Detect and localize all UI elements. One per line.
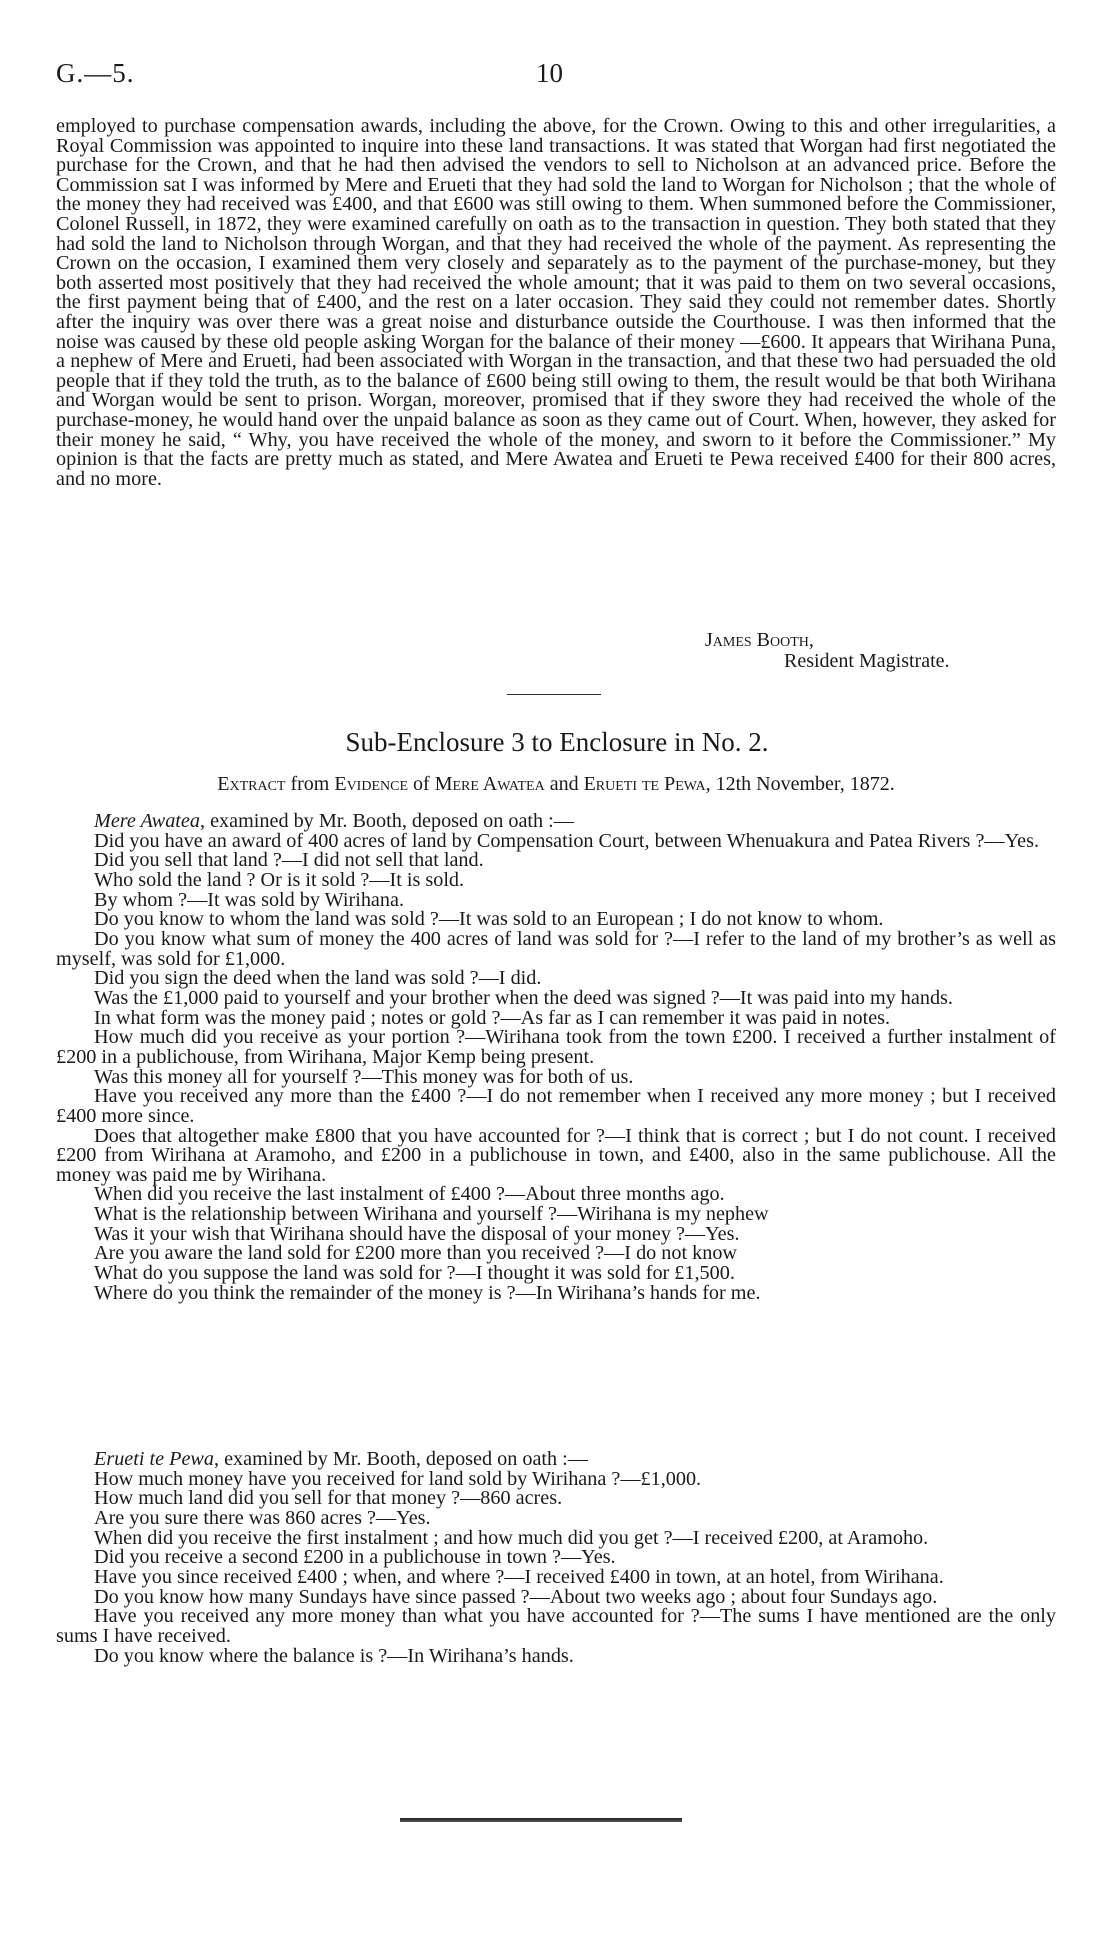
letter-paragraph — [56, 117, 1056, 489]
qa-line: Did you receive a second £200 in a publichouse in town ?—Yes. — [94, 1546, 616, 1569]
qa-line: What do you suppose the land was sold for ?—I thought it was sold for £1,500. — [94, 1262, 735, 1285]
qa-line: When did you receive the first instalment ; and how much did you get ?—I received £200, at Aramoho. — [94, 1526, 929, 1549]
extract-heading — [56, 773, 1056, 796]
page-number: 10 — [536, 58, 563, 88]
qa-line: How much land did you sell for that money ?—860 acres. — [94, 1487, 563, 1510]
qa-line: By whom ?—It was sold by Wirihana. — [94, 888, 404, 911]
qa-line: Did you have an award of 400 acres of land by Compensation Court, between Whenuakura and Patea Rivers ?—Yes. — [94, 829, 1040, 852]
page-header — [56, 58, 1056, 98]
signature-name: James Booth, — [705, 629, 814, 651]
qa-line: Do you know what sum of money the 400 acres of land was sold for ?—I refer to the land of my brother’s as well as myself, was sold for £1,000. — [56, 927, 1056, 970]
extract-witness-1: Mere Awatea — [434, 773, 545, 795]
extract-word: Extract — [217, 773, 286, 795]
qa-line: Was this money all for yourself ?—This money was for both of us. — [94, 1065, 634, 1088]
section-heading: Sub-Enclosure 3 to Enclosure in No. 2. — [345, 727, 769, 757]
extract-from: from — [290, 773, 330, 795]
qa-line: In what form was the money paid ; notes or gold ?—As far as I can remember it was paid in notes. — [94, 1006, 891, 1029]
erueti-evidence — [56, 1450, 1056, 1666]
qa-line: Was the £1,000 paid to yourself and your brother when the deed was signed ?—It was paid into my hands. — [94, 986, 953, 1009]
document-reference: G.—5. — [56, 58, 135, 88]
qa-line: Where do you think the remainder of the money is ?—In Wirihana’s hands for me. — [94, 1281, 761, 1304]
mere-evidence — [56, 812, 1056, 1303]
witness-intro — [56, 812, 1056, 832]
qa-line: How much did you receive as your portion ?—Wirihana took from the town £200. I received a further instalment of £200 in a publichouse, from Wirihana, Major Kemp being present. — [56, 1026, 1056, 1068]
qa-line: Do you know how many Sundays have since passed ?—About two weeks ago ; about four Sundays ago. — [94, 1585, 938, 1608]
witness-name: Mere Awatea — [94, 810, 200, 832]
extract-witness-2: Erueti te Pewa — [583, 773, 706, 795]
qa-line: Did you sign the deed when the land was sold ?—I did. — [94, 967, 542, 990]
qa-line: Do you know to whom the land was sold ?—It was sold to an European ; I do not know to whom. — [94, 908, 884, 931]
end-rule — [400, 1818, 682, 1822]
extract-date: , 12th November, 1872. — [705, 773, 895, 795]
qa-line: How much money have you received for land sold by Wirihana ?—£1,000. — [94, 1467, 702, 1490]
qa-list — [56, 829, 1056, 1304]
qa-list — [56, 1467, 1056, 1667]
section-divider — [507, 694, 601, 695]
qa-line: Are you sure there was 860 acres ?—Yes. — [94, 1506, 431, 1529]
letter-text: employed to purchase compensation awards, including the above, for the Crown. Owing to this and other irregularities, a Royal Commission was appointed to inquire into these land transactions. It was stated that Worgan had first negotiated the purchase for the Crown, and that he had then advised the vendors to sell to Nicholson at an advanced price. Before the Commission sat I was informed by Mere and Erueti that they had sold the land to Worgan for Nicholson ; that the whole of the money they had received was £400, and that £600 was still owing to them. When summoned before the Commissioner, Colonel Russell, in 1872, they were examined carefully on oath as to the transaction in question. They both stated that they had sold the land to Nicholson through Worgan, and that they had received the whole of the payment. As representing the Crown on the occasion, I examined them very closely and separately as to the payment of the purchase-money, but they both asserted most positively that they had received the whole amount; that it was paid to them on two several occasions, the first payment being that of £400, and the rest on a later occasion. They said they could not remember dates. Shortly after the inquiry was over there was a great noise and disturbance outside the Courthouse. I was then informed that the noise was caused by these old people asking Worgan for the balance of their money —£600. It appears that Wirihana Puna, a nephew of Mere and Erueti, had been associated with Worgan in the transaction, and that these two had persuaded the old people that if they told the truth, as to the balance of £600 being still owing to them, the result would be that both Wirihana and Worgan would be sent to prison. Worgan, moreover, promised that if they swore they had received the whole of the purchase-money, he would hand over the unpaid balance as soon as they came out of Court. When, however, they asked for their money he said, “ Why, you have received the whole of the money, and sworn to it before the Commissioner.” My opinion is that the facts are pretty much as stated, and Mere Awatea and Erueti te Pewa received £400 for their 800 acres, and no more. — [56, 115, 1056, 490]
extract-of: of — [413, 773, 430, 795]
witness-intro-text: , examined by Mr. Booth, deposed on oath :— — [213, 1448, 588, 1470]
qa-line: Was it your wish that Wirihana should have the disposal of your money ?—Yes. — [94, 1222, 740, 1245]
qa-line: Have you received any more money than what you have accounted for ?—The sums I have mentioned are the only sums I have received. — [56, 1605, 1056, 1647]
qa-line: Who sold the land ? Or is it sold ?—It is sold. — [94, 868, 465, 891]
qa-line: Are you aware the land sold for £200 more than you received ?—I do not know — [94, 1242, 738, 1265]
witness-intro-text: , examined by Mr. Booth, deposed on oath :— — [199, 810, 574, 832]
qa-line: Have you received any more than the £400 ?—I do not remember when I received any more money ; but I received £400 more since. — [56, 1085, 1056, 1127]
witness-intro — [56, 1450, 1056, 1470]
signature-title: Resident Magistrate. — [784, 650, 950, 672]
qa-line: Did you sell that land ?—I did not sell that land. — [94, 849, 484, 872]
qa-line: Have you since received £400 ; when, and where ?—I received £400 in town, at an hotel, from Wirihana. — [94, 1565, 944, 1588]
qa-line: What is the relationship between Wirihana and yourself ?—Wirihana is my nephew — [94, 1203, 769, 1226]
qa-line: When did you receive the last instalment of £400 ?—About three months ago. — [94, 1183, 725, 1206]
extract-and: and — [549, 773, 579, 795]
witness-name: Erueti te Pewa — [94, 1448, 214, 1470]
qa-line: Do you know where the balance is ?—In Wirihana’s hands. — [94, 1644, 574, 1667]
qa-line: Does that altogether make £800 that you have accounted for ?—I think that is correct ; but I do not count. I received £200 from Wirihana at Aramoho, and £200 in a publichouse in town, and £400, also in the same publichouse. All the money was paid me by Wirihana. — [56, 1124, 1056, 1186]
extract-evidence: Evidence — [334, 773, 409, 795]
